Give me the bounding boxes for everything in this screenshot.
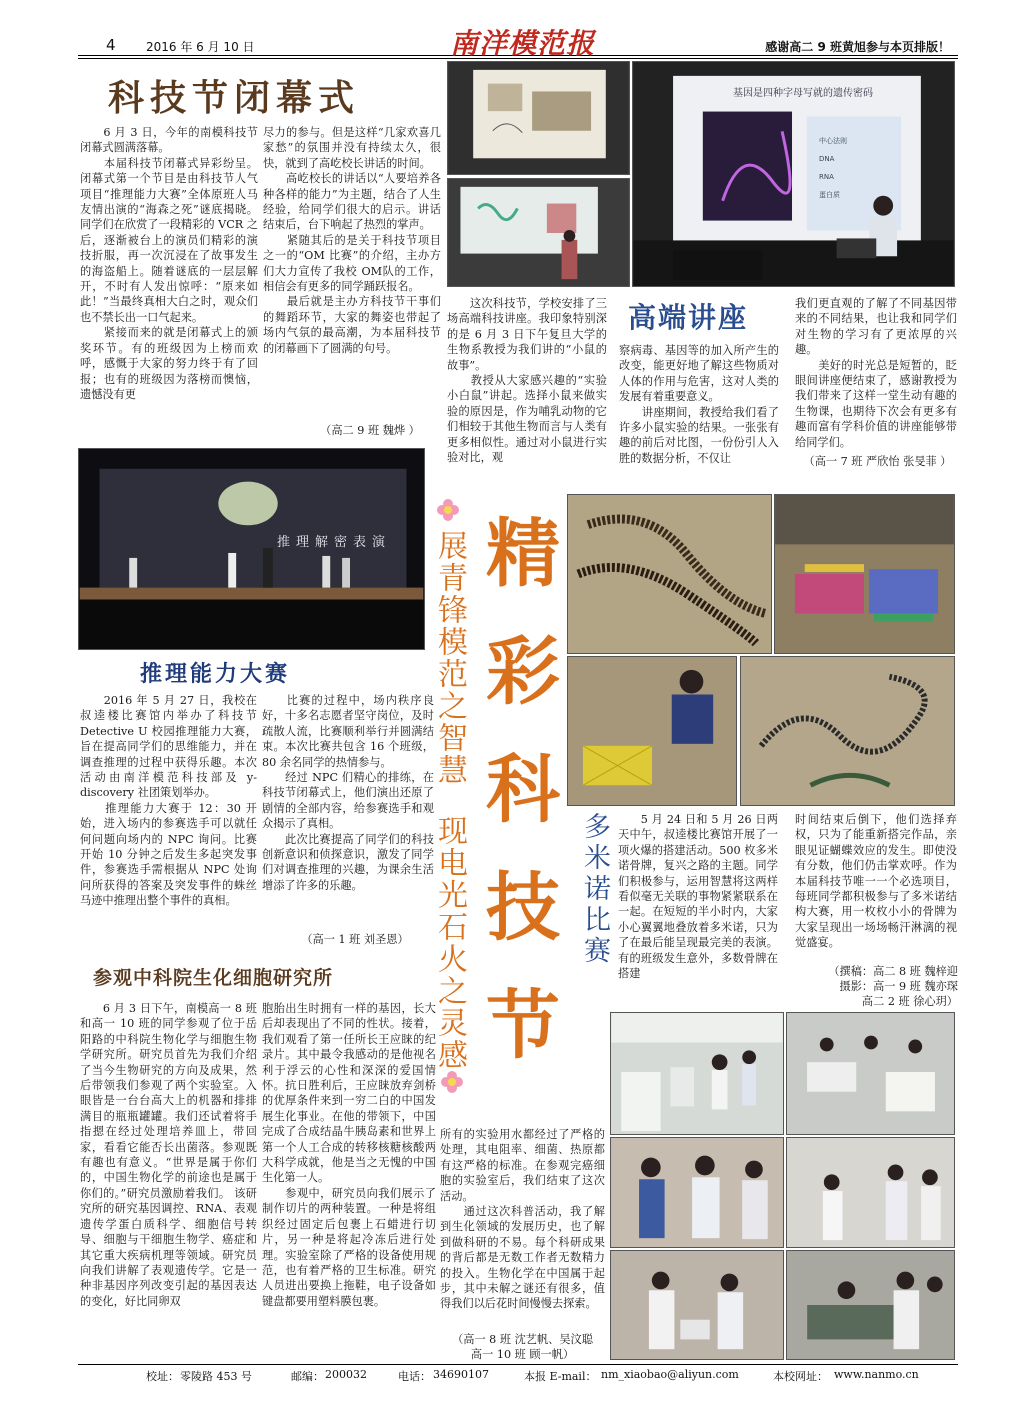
stage-banner-text: 推理解密表演 bbox=[277, 535, 392, 550]
footer-bar bbox=[78, 1368, 958, 1386]
feature-big-char: 技 bbox=[486, 865, 560, 951]
issue-date: 2016 年 6 月 10 日 bbox=[146, 40, 255, 54]
institute-photo-5 bbox=[610, 1250, 784, 1360]
institute-byline-2: 高一 10 班 顾一帆） bbox=[470, 1348, 575, 1361]
lecture-photo-1 bbox=[447, 61, 630, 175]
lecture-photo-2 bbox=[447, 178, 630, 287]
footer-zip-label: 邮编： bbox=[291, 1370, 324, 1383]
reasoning-title: 推理能力大赛 bbox=[140, 661, 291, 687]
feature-big-title bbox=[478, 495, 568, 1085]
reasoning-stage-photo bbox=[78, 448, 425, 650]
institute-text-col2: 胞胎出生时拥有一样的基因，长大后却表现出了不同的性状。接着，我们观看了第一任所长王应睐的纪录片。其中最令我感动的是他视名利于浮云的心性和深深的爱国情怀。抗日胜利后，王应睐放弃剑桥的优厚条件来到一穷二白的中国发展生化事业。在他的带领下，中国完成了合成结晶牛胰岛素和世界上第一个人工合成的转移核糖核酸两大科学成就，他是当之无愧的中国生化第一人。 参观中，研究员向我们展示了制作切片的两种装置。一种是将组织经过固定后包裹上石蜡进行切片，另一种是将起冷冻后进行处理。实验室除了严格的设备使用规范，也有着严格的卫生标准。研究人员进出要换上拖鞋，电子设备如键盘都要用塑料膜包裹。 bbox=[262, 1002, 436, 1308]
closing-title: 科技节闭幕式 bbox=[108, 77, 361, 119]
footer-website[interactable]: www.nanmo.cn bbox=[834, 1368, 919, 1381]
domino-photo-3 bbox=[567, 656, 737, 806]
institute-photo-4 bbox=[786, 1137, 955, 1248]
feature-big-char: 科 bbox=[486, 747, 560, 833]
institute-photo-3 bbox=[610, 1137, 784, 1248]
lecture-byline: （高一 7 班 严欣怡 张旻菲 ） bbox=[803, 455, 952, 468]
domino-title: 多米诺比赛 bbox=[579, 812, 610, 967]
flower-icon bbox=[436, 498, 460, 522]
feature-big-char: 彩 bbox=[486, 629, 560, 715]
institute-text-col3: 所有的实验用水都经过了严格的处理，其电阻率、细菌、热原都有这严格的标准。在参观完癌细胞的实验室后，我们结束了这次活动。 通过这次科普活动，我了解到生化领域的发展历史，也了解到做科研的不易。每个科研成果的背后都是无数工作者无数精力的投入。生物化学在中国属于起步，其中未解之谜还有很多，值得我们以后花时间慢慢去探索。 bbox=[440, 1128, 605, 1311]
footer-web-label: 本校网址： bbox=[773, 1370, 828, 1383]
domino-photo-2 bbox=[774, 494, 955, 654]
feature-subtitle-2: 现电光石火之灵感 bbox=[432, 815, 467, 1071]
footer-rule bbox=[78, 1364, 958, 1365]
lecture-text-col1: 这次科技节，学校安排了三场高端科技讲座。我印象特别深的是 6 月 3 日下午复旦大学的生物系教授为我们讲的“小鼠的故事”。 教授从大家感兴趣的“实验小白鼠”讲起。选择小鼠来做实验的原因是，作为哺乳动物的它们相较于其他生物而言与人类有更多相似性。通过对小鼠进行实验对比，观 bbox=[447, 297, 607, 465]
flower-icon bbox=[440, 1070, 464, 1094]
layout-thanks: 感谢高二 9 班黄旭参与本页排版！ bbox=[765, 40, 950, 54]
footer-email-label: 本报 E-mail： bbox=[524, 1370, 597, 1383]
institute-photo-1 bbox=[610, 1012, 784, 1135]
domino-text-col1: 5 月 24 日和 5 月 26 日两天中午，叔逵楼比赛馆开展了一项火爆的搭建活动。500 枚多米诺骨牌，复兴之路的主题。同学们积极参与，运用智慧将这两样看似毫无关联的事物紧紧联系在一起。在短短的半小时内，大家小心翼翼地叠放着多米诺，只为了在最后能呈现最完美的表演。有的班级发生意外，多数骨牌在搭建 bbox=[618, 813, 778, 981]
domino-photo-1 bbox=[567, 494, 772, 654]
institute-text-col1: 6 月 3 日下午，南模高一 8 班和高一 10 班的同学参观了位于岳阳路的中科院生物化学与细胞生物学研究所。研究员首先为我们介绍了当今生物研究的方向及成果，然后带领我们参观了两个实验室。入眼皆是一台台高大上的机器和排排满目的瓶瓶罐罐。我们还试着将手指摁在经过处理培养皿上，带回家，看看它能否长出菌落。参观既有趣也有意义。“世界是属于你们的，中国生物化学的前途也是属于你们的。”研究员激励着我们。 该研究所的研究基因调控、RNA、表观遗传学蛋白质科学、细胞信号转导、细胞与干细胞生物学、癌症和其它重大疾病机理等领域。研究员向我们讲解了表观遗传学。它是一种非基因序列改变引起的基因表达的变化，好比同卵双 bbox=[80, 1002, 257, 1308]
lecture-title: 高端讲座 bbox=[628, 301, 749, 334]
closing-byline: （高二 9 班 魏烨 ） bbox=[320, 424, 420, 437]
feature-subtitle-1: 展青锋模范之智慧 bbox=[432, 530, 467, 786]
reasoning-byline: （高一 1 班 刘圣恩） bbox=[301, 933, 409, 946]
slide-title: 基因是四种字母写就的遗传密码 bbox=[733, 88, 873, 99]
footer-email[interactable]: nm_xiaobao@aliyun.com bbox=[601, 1368, 739, 1381]
footer-address-label: 校址： bbox=[146, 1370, 179, 1383]
institute-photo-6 bbox=[786, 1250, 955, 1360]
lecture-text-col3: 我们更直观的了解了不同基因带来的不同结果，也让我和同学们对生物的学习有了更浓厚的兴趣。 美好的时光总是短暂的，眨眼间讲座便结束了，感谢教授为我们带来了这样一堂生动有趣的生物课，也期待下次会有更多有趣而富有学科价值的讲座能够带给同学们。 bbox=[795, 297, 957, 449]
slide-label: RNA bbox=[819, 173, 834, 181]
slide-label: DNA bbox=[819, 155, 835, 163]
lecture-photo-main bbox=[632, 61, 955, 287]
reasoning-text-col1: 2016 年 5 月 27 日，我校在叔逵楼比赛馆内举办了科技节 Detective U 校园推理能力大赛，旨在提高同学们的思维能力，并在调查推理的过程中获得乐趣。本次活动由南洋模范科技部及 y-discovery 社团策划举办。 推理能力大赛于 12：30 开始，进入场内的参赛选手可以就任何问题向场内的 NPC 询问。比赛开始 10 分钟之后发生多起突发事件，参赛选手需根据从 NPC 处询问所获得的答案及突发事件的蛛丝马迹中推理出整个事件的真相。 bbox=[80, 694, 257, 908]
header-rule bbox=[78, 58, 958, 59]
slide-label: 中心法则 bbox=[819, 137, 847, 145]
domino-photo-4 bbox=[740, 656, 955, 806]
institute-byline-1: （高一 8 班 沈艺帆、吴汶聪 bbox=[452, 1333, 593, 1346]
institute-title: 参观中科院生化细胞研究所 bbox=[93, 967, 334, 989]
footer-tel: 34690107 bbox=[433, 1368, 489, 1381]
feature-big-char: 精 bbox=[486, 511, 560, 597]
closing-text-col2: 尽力的参与。但是这样“几家欢喜几家愁”的氛围并没有持续太久，很快，就到了高屹校长讲话的时间。 高屹校长的讲话以“人要培养各种各样的能力”为主题，结合了人生经验，给同学们很大的启示。讲话结束后，台下响起了热烈的掌声。 紧随其后的是关于科技节项目之一的“OM 比赛”的介绍，主办方们大力宣传了我校 OM队的工作，相信会有更多的同学踊跃报名。 最后就是主办方科技节干事们的舞蹈环节，大家的舞姿也带起了场内气氛的最高潮，为本届科技节的闭幕画下了圆满的句号。 bbox=[263, 126, 441, 355]
slide-label: 蛋白质 bbox=[819, 191, 840, 199]
feature-big-char: 节 bbox=[486, 983, 560, 1069]
footer-address: 零陵路 453 号 bbox=[180, 1370, 252, 1383]
slide-labels bbox=[819, 132, 847, 204]
footer-tel-label: 电话： bbox=[398, 1370, 431, 1383]
domino-credit-1: （撰稿：高二 8 班 魏梓迎 bbox=[828, 965, 958, 978]
domino-credit-2: 摄影：高一 9 班 魏亦琛 bbox=[839, 980, 958, 993]
reasoning-text-col2: 比赛的过程中，场内秩序良好，十多名志愿者坚守岗位，及时疏散人流，比赛顺利举行并圆满结束。本次比赛共包含 16 个班级，80 余名同学的热情参与。 经过 NPC 们精心的排练，在科技节闭幕式上，他们演出还原了剧情的全部内容，给参赛选手和观众揭示了真相。 此次比赛提高了同学们的科技创新意识和侦探意识，激发了同学们对调查推理的兴趣，为课余生活增添了许多的乐趣。 bbox=[262, 694, 434, 892]
footer-zip: 200032 bbox=[325, 1368, 367, 1381]
page-number: 4 bbox=[106, 36, 116, 54]
domino-credit-3: 高二 2 班 徐心玥） bbox=[861, 995, 958, 1008]
institute-photo-2 bbox=[786, 1012, 955, 1135]
domino-text-col2: 时间结束后倒下，他们选择弃权，只为了能重新搭完作品，亲眼见证蝴蝶效应的发生。即使没有分数，他们仍击掌欢呼。作为本届科技节唯一一个必选项目，每班同学都积极参与了多米诺结构大赛，用一枚枚小小的骨牌为大家呈现出一场场畅汗淋漓的视觉盛宴。 bbox=[795, 813, 957, 950]
masthead-logo: 南洋模范报 bbox=[450, 27, 596, 60]
closing-text-col1: 6 月 3 日，今年的南模科技节闭幕式圆满落幕。 本届科技节闭幕式异彩纷呈。闭幕式第一个节目是由科技节人气项目“推理能力大赛”全体原班人马友情出演的“海森之死”谜底揭晓。同学们在欣赏了一段精彩的 VCR 之后，逐渐被台上的演员们精彩的演技折服，再一次沉浸在了故事发生的海盗船上。随着谜底的一层层解开，不时有人发出惊呼：“原来如此！”当最终真相大白之时，观众们也不禁长出一口气起来。 紧接而来的就是闭幕式上的颁奖环节。有的班级因为上榜而欢呼，感慨于大家的努力终于有了回报；也有的班级因为落榜而懊恼，遗憾没有更 bbox=[80, 126, 258, 401]
lecture-text-col2: 察病毒、基因等的加入所产生的改变，能更好地了解这些物质对人体的作用与危害，这对人类的发展有着重要意义。 讲座期间，教授给我们看了许多小鼠实验的结果。一张张有趣的前后对比图，一份份引人入胜的数据分析，不仅让 bbox=[619, 344, 779, 465]
